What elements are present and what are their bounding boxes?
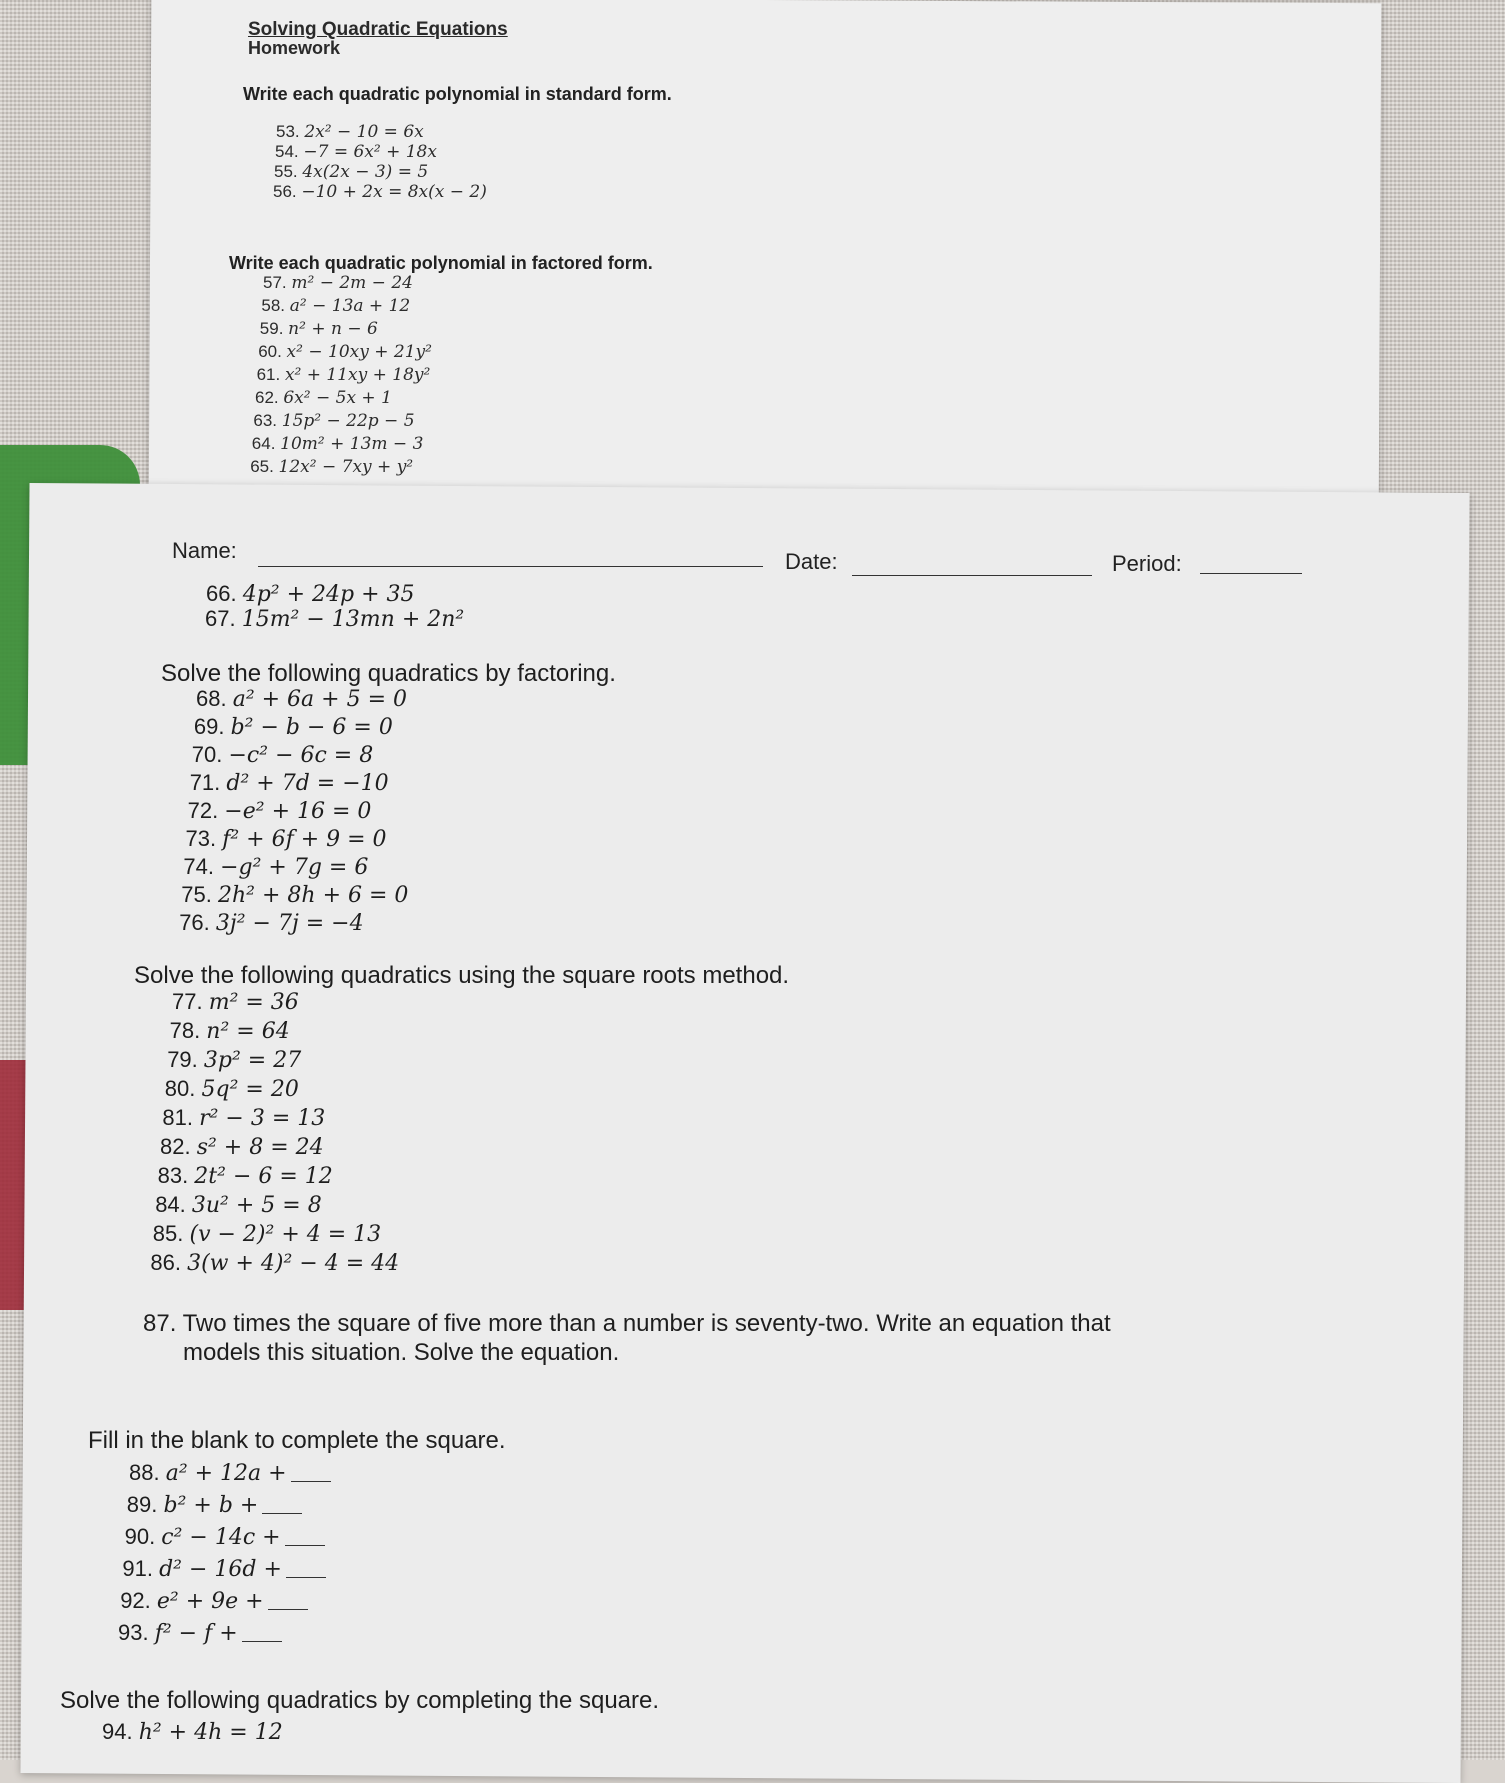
problem-number: 78. [169, 1018, 207, 1043]
problem-expression: b² − b − 6 = 0 [230, 715, 393, 740]
problem-expression: c² − 14c + [161, 1525, 281, 1550]
factoring-heading: Solve the following quadratics by factoring. [161, 660, 616, 687]
problem-expression: 3(w + 4)² − 4 = 44 [187, 1251, 400, 1276]
name-line [258, 566, 763, 567]
problem-number: 74. [183, 854, 221, 879]
problem-item [158, 1163, 333, 1189]
word-problem-line1: 87. Two times the square of five more than a number is seventy-two. Write an equation that [143, 1310, 1111, 1337]
problem-item [255, 388, 392, 408]
problem-item [155, 1192, 322, 1218]
problem-expression: f² − f + [154, 1621, 238, 1646]
problem-item [165, 1076, 299, 1102]
problem-number: 81. [162, 1105, 200, 1130]
problem-number: 82. [160, 1134, 197, 1159]
problem-number: 59. [259, 319, 289, 338]
problem-number: 76. [179, 910, 216, 935]
problem-number: 67. [205, 606, 242, 631]
problem-number: 91. [122, 1556, 160, 1581]
problem-expression: (v − 2)² + 4 = 13 [189, 1222, 382, 1247]
problem-item [276, 122, 424, 142]
period-label: Period: [1112, 551, 1182, 576]
problem-expression: r² − 3 = 13 [199, 1106, 326, 1131]
factored-form-heading: Write each quadratic polynomial in factored form. [229, 253, 653, 273]
problem-expression: h² + 4h = 12 [138, 1720, 283, 1745]
problem-expression: m² − 2m − 24 [291, 273, 413, 293]
problem-item [118, 1620, 282, 1646]
problem-number: 75. [181, 882, 218, 907]
problem-number: 93. [118, 1620, 155, 1645]
problem-number: 61. [256, 365, 285, 384]
problem-item [150, 1250, 399, 1276]
problem-number: 77. [172, 989, 209, 1014]
problem-number: 65. [250, 457, 279, 476]
period-line [1200, 573, 1302, 574]
date-line [852, 575, 1092, 576]
problem-number: 64. [251, 434, 281, 453]
answer-blank[interactable] [262, 1513, 302, 1514]
problem-expression: 15p² − 22p − 5 [281, 411, 415, 431]
problem-number: 68. [196, 686, 233, 711]
worksheet-title: Solving Quadratic Equations [248, 19, 508, 40]
problem-item [190, 770, 389, 796]
problem-item [129, 1460, 331, 1486]
complete-square-heading: Fill in the blank to complete the square. [88, 1427, 506, 1454]
problem-number: 88. [129, 1460, 166, 1485]
problem-item [260, 319, 378, 339]
problem-item [120, 1588, 307, 1614]
problem-item [172, 989, 299, 1015]
problem-expression: 2h² + 8h + 6 = 0 [218, 883, 409, 908]
problem-number: 60. [258, 342, 287, 361]
completing-square-heading: Solve the following quadratics by completing the square. [60, 1687, 660, 1714]
problem-expression: s² + 8 = 24 [196, 1135, 324, 1160]
problem-number: 90. [124, 1524, 162, 1549]
standard-form-heading: Write each quadratic polynomial in standard form. [243, 84, 672, 104]
problem-number: 71. [189, 770, 227, 795]
problem-expression: −c² − 6c = 8 [228, 743, 374, 768]
problem-number: 83. [157, 1163, 195, 1188]
problem-item [261, 296, 410, 316]
problem-number: 79. [167, 1047, 204, 1072]
problem-item [192, 742, 373, 768]
problem-item [160, 1134, 324, 1160]
problem-item [170, 1018, 290, 1044]
problem-number: 84. [155, 1192, 192, 1217]
problem-number: 63. [253, 411, 282, 430]
problem-expression: −e² + 16 = 0 [224, 799, 372, 824]
problem-item [196, 686, 407, 712]
problem-expression: n² = 64 [206, 1019, 290, 1044]
problem-number: 62. [255, 388, 284, 407]
problem-item [186, 826, 387, 852]
problem-item [263, 273, 413, 293]
problem-expression: n² + n − 6 [288, 319, 378, 339]
problem-item [258, 342, 432, 362]
problem-item [250, 457, 413, 477]
problem-item [127, 1492, 303, 1518]
answer-blank[interactable] [291, 1481, 331, 1482]
problem-item [206, 581, 415, 607]
problem-item [194, 714, 393, 740]
problem-item [179, 910, 363, 936]
problem-expression: 15m² − 13mn + 2n² [241, 607, 465, 632]
problem-number: 70. [191, 742, 229, 767]
problem-expression: d² + 7d = −10 [226, 771, 389, 796]
problem-expression: 3p² = 27 [203, 1048, 302, 1073]
problem-expression: 2x² − 10 = 6x [304, 122, 424, 142]
problem-expression: 5q² = 20 [201, 1077, 299, 1102]
problem-number: 54. [275, 142, 304, 161]
problem-item [102, 1719, 283, 1745]
problem-expression: a² + 12a + [165, 1461, 287, 1486]
problem-expression: e² + 9e + [156, 1589, 264, 1614]
problem-expression: x² + 11xy + 18y² [284, 365, 431, 385]
answer-blank[interactable] [242, 1641, 282, 1642]
problem-number: 58. [261, 296, 290, 315]
problem-item [275, 142, 437, 162]
problem-number: 66. [206, 581, 243, 606]
problem-item [183, 854, 368, 880]
problem-expression: 3u² + 5 = 8 [191, 1193, 322, 1218]
problem-expression: d² − 16d + [159, 1557, 282, 1582]
problem-expression: −g² + 7g = 6 [220, 855, 369, 880]
problem-expression: a² − 13a + 12 [289, 296, 411, 316]
problem-number: 86. [150, 1250, 188, 1275]
problem-item [153, 1221, 381, 1247]
problem-number: 94. [102, 1719, 139, 1744]
problem-expression: −7 = 6x² + 18x [303, 142, 437, 162]
problem-number: 85. [152, 1221, 190, 1246]
problem-number: 55. [274, 162, 303, 181]
problem-number: 80. [164, 1076, 202, 1101]
problem-expression: 2t² − 6 = 12 [194, 1164, 333, 1189]
problem-item [274, 162, 428, 182]
problem-number: 56. [273, 182, 302, 201]
problem-item [181, 882, 408, 908]
problem-item [162, 1105, 325, 1131]
answer-blank[interactable] [268, 1609, 308, 1610]
problem-item [122, 1556, 326, 1582]
date-label: Date: [785, 549, 838, 574]
problem-expression: f² + 6f + 9 = 0 [222, 827, 387, 852]
problem-expression: b² + b + [163, 1493, 259, 1518]
problem-expression: 10m² + 13m − 3 [280, 434, 424, 454]
problem-expression: −10 + 2x = 8x(x − 2) [301, 182, 487, 202]
problem-expression: a² + 6a + 5 = 0 [232, 687, 408, 712]
problem-expression: 3j² − 7j = −4 [215, 911, 364, 936]
problem-expression: 6x² − 5x + 1 [283, 388, 392, 408]
problem-item [273, 182, 487, 202]
problem-number: 92. [120, 1588, 157, 1613]
problem-expression: 4p² + 24p + 35 [242, 582, 415, 607]
problem-expression: 4x(2x − 3) = 5 [302, 162, 429, 182]
problem-item [167, 1047, 301, 1073]
problem-number: 72. [187, 798, 225, 823]
name-label: Name: [172, 538, 237, 563]
problem-number: 89. [126, 1492, 164, 1517]
problem-number: 53. [276, 122, 305, 141]
problem-item [188, 798, 372, 824]
problem-expression: m² = 36 [208, 990, 299, 1015]
problem-item [205, 606, 464, 632]
worksheet-subtitle: Homework [248, 38, 341, 58]
square-roots-heading: Solve the following quadratics using the square roots method. [134, 962, 790, 989]
problem-number: 57. [263, 273, 292, 292]
problem-expression: 12x² − 7xy + y² [278, 457, 414, 477]
word-problem-line2: models this situation. Solve the equation. [183, 1339, 620, 1366]
problem-item [252, 434, 424, 454]
answer-blank[interactable] [286, 1577, 326, 1578]
problem-item [257, 365, 431, 385]
problem-number: 73. [185, 826, 223, 851]
problem-item [253, 411, 414, 431]
problem-number: 69. [193, 714, 231, 739]
answer-blank[interactable] [285, 1545, 325, 1546]
problem-item [125, 1524, 325, 1550]
problem-expression: x² − 10xy + 21y² [286, 342, 432, 362]
